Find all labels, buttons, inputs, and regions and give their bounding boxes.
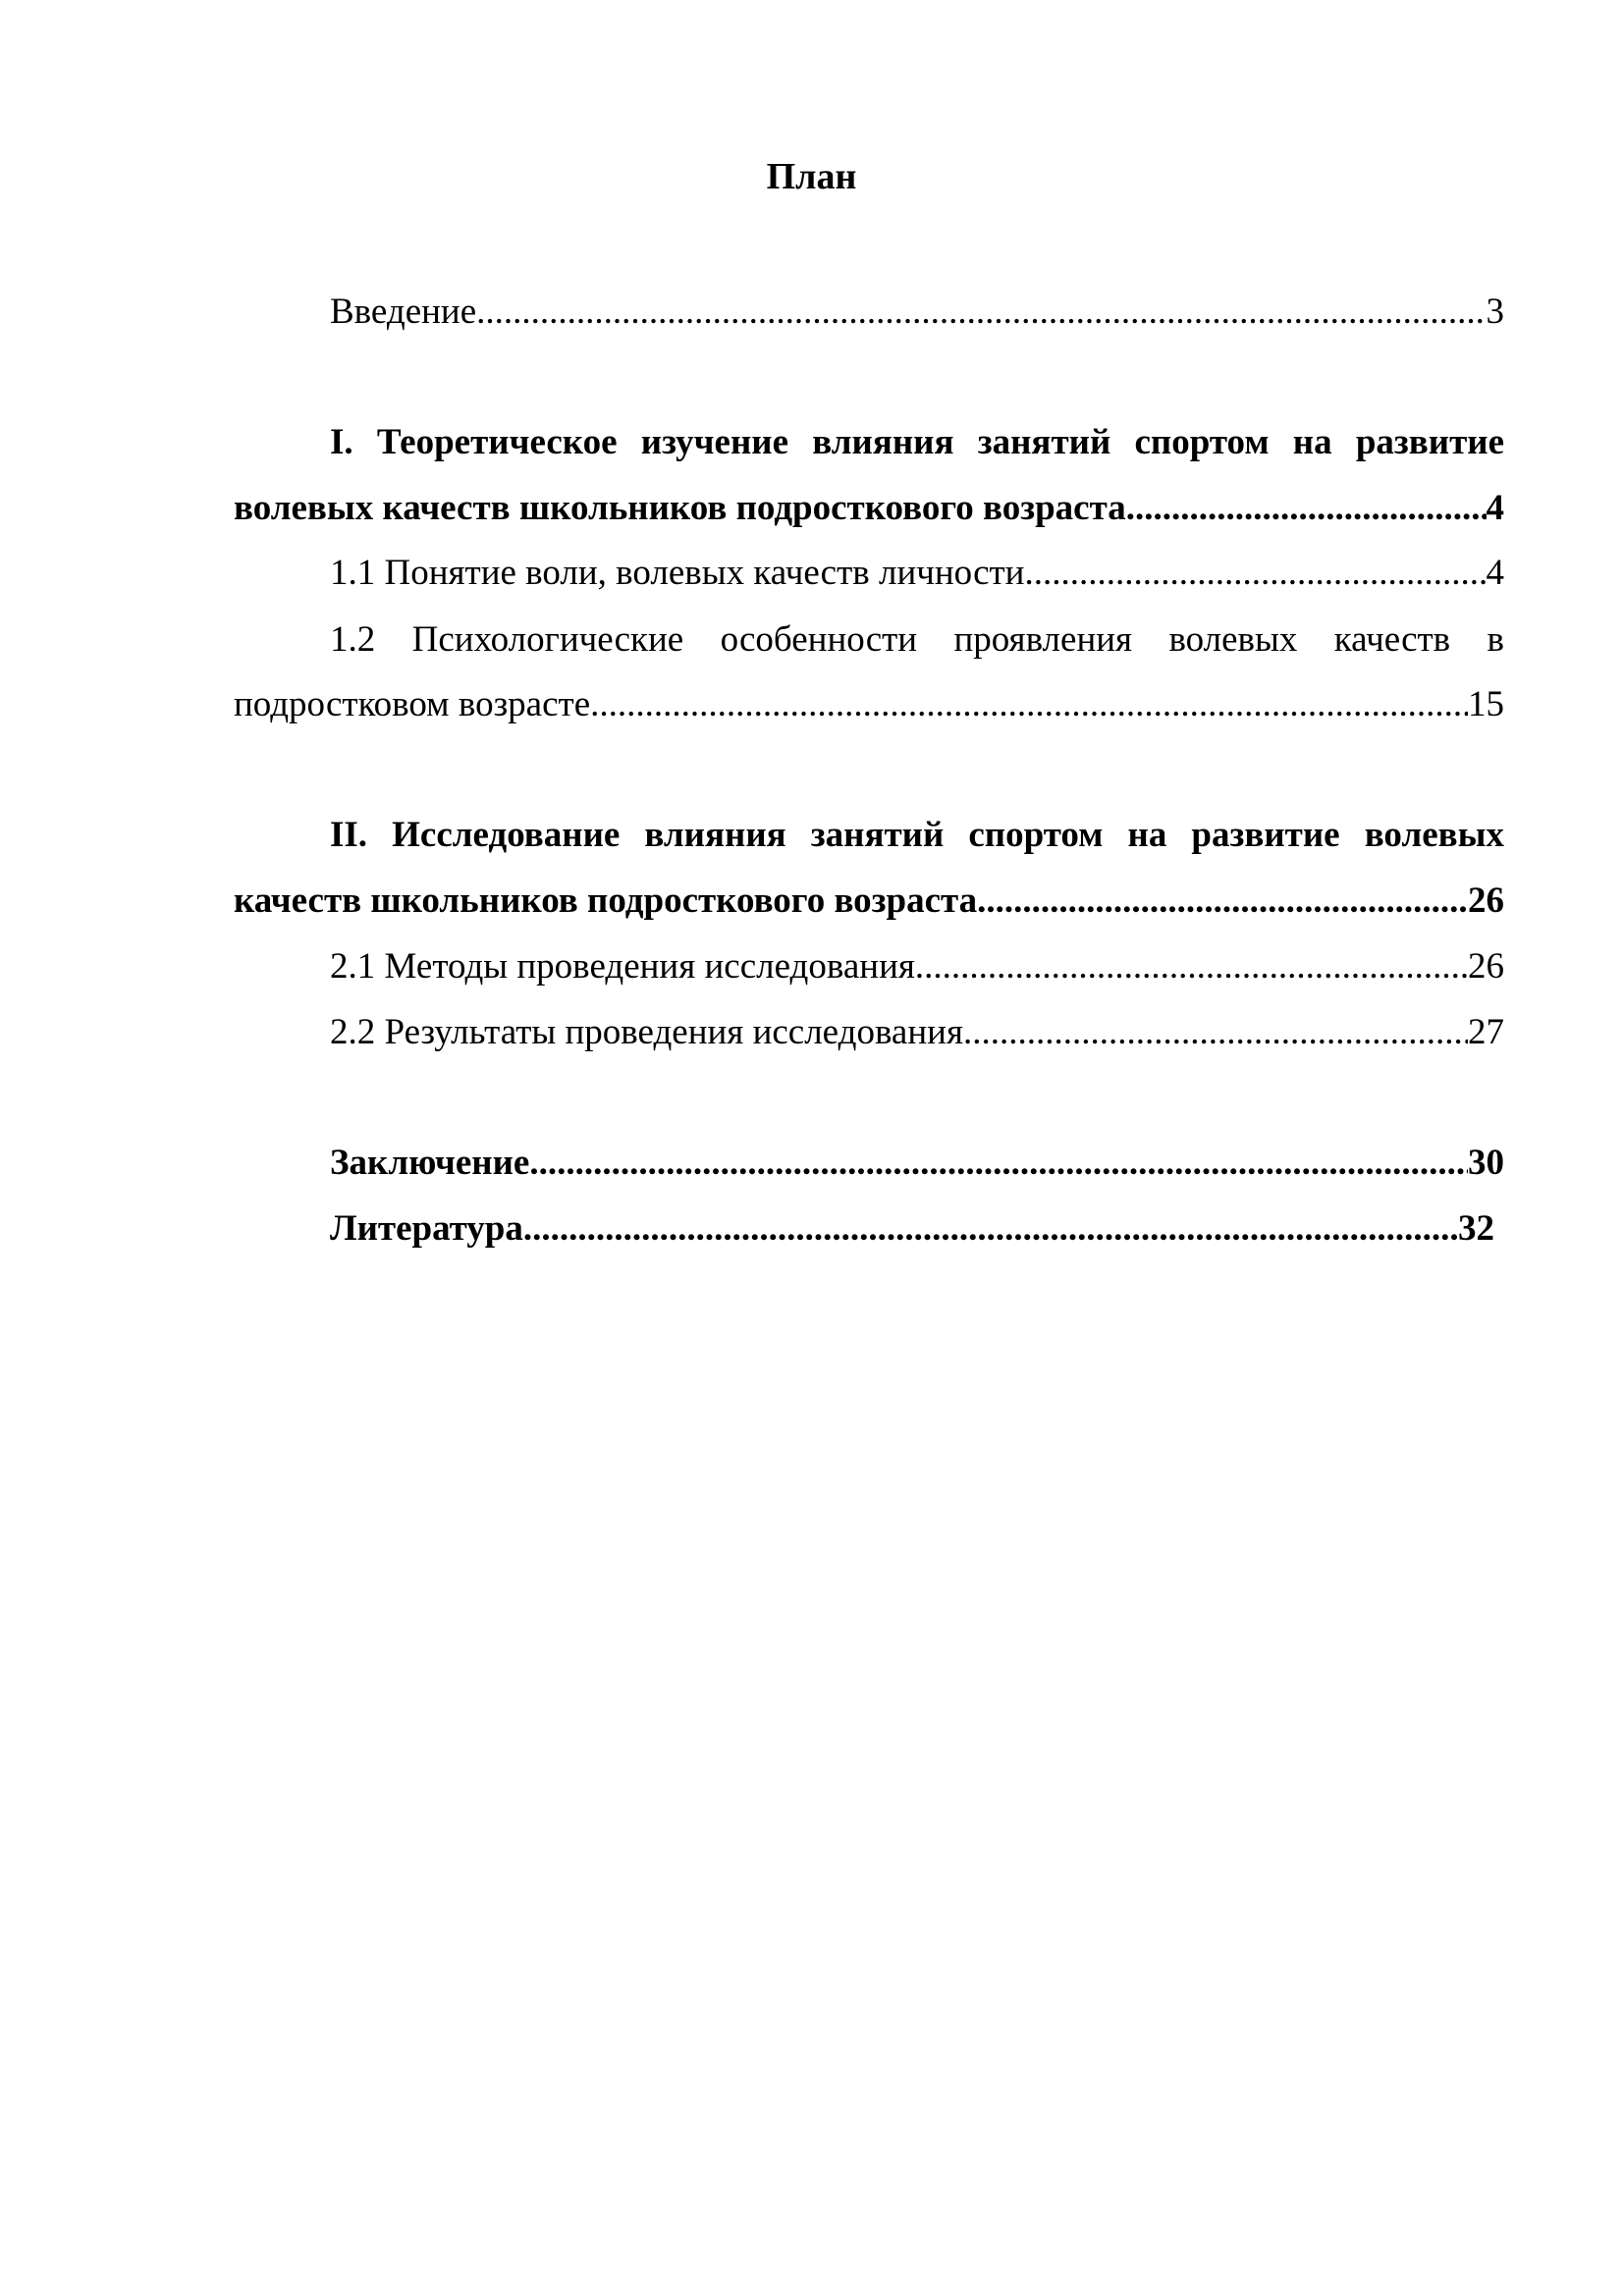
toc-section-1-2-line-1: 1.2 Психологические особенности проявления волевых качеств в (330, 619, 1504, 660)
toc-leader-dots (476, 289, 1486, 336)
toc-page-number: 26 (1468, 946, 1504, 987)
toc-entry-label: Заключение (330, 1143, 530, 1183)
toc-page-number: 27 (1468, 1012, 1504, 1052)
toc-page-number: 4 (1486, 553, 1504, 593)
toc-entry-intro (330, 289, 1504, 336)
toc-page-number: 30 (1468, 1143, 1504, 1183)
toc-leader-dots (963, 1009, 1468, 1056)
toc-section-1-2 (234, 681, 1504, 728)
toc-leader-dots (590, 681, 1468, 728)
toc-entry-label: Литература (330, 1208, 523, 1249)
toc-leader-dots (1024, 550, 1486, 597)
toc-chapter-1 (234, 485, 1504, 532)
toc-section-2-2 (330, 1009, 1504, 1056)
toc-page-number: 3 (1486, 292, 1504, 332)
toc-chapter-1-line-1: I. Теоретическое изучение влияния занятий спортом на развитие (330, 422, 1504, 462)
toc-entry-label: волевых качеств школьников подросткового возраста (234, 488, 1126, 528)
toc-page-number: 32 (1458, 1208, 1494, 1249)
toc-literature (330, 1205, 1494, 1253)
toc-entry-label: Введение (330, 292, 477, 332)
toc-entry-label: 1.1 Понятие воли, волевых качеств личности (330, 553, 1025, 593)
toc-chapter-2-line-1: II. Исследование влияния занятий спортом на развитие волевых (330, 815, 1504, 855)
page-title: План (766, 156, 857, 197)
toc-leader-dots (915, 943, 1468, 990)
toc-page-number: 4 (1486, 488, 1504, 528)
toc-leader-dots (523, 1205, 1458, 1253)
toc-entry-label: качеств школьников подросткового возраста (234, 881, 978, 921)
toc-section-2-1 (330, 943, 1504, 990)
toc-page-number: 15 (1468, 684, 1504, 724)
toc-section-1-1 (330, 550, 1504, 597)
toc-entry-label: подростковом возрасте (234, 684, 591, 724)
toc-leader-dots (529, 1140, 1468, 1187)
toc-leader-dots (1126, 485, 1487, 532)
toc-conclusion (330, 1140, 1504, 1187)
toc-page-number: 26 (1468, 881, 1504, 921)
toc-entry-label: 2.1 Методы проведения исследования (330, 946, 915, 987)
toc-leader-dots (977, 878, 1468, 925)
toc-chapter-2 (234, 878, 1504, 925)
toc-entry-label: 2.2 Результаты проведения исследования (330, 1012, 963, 1052)
